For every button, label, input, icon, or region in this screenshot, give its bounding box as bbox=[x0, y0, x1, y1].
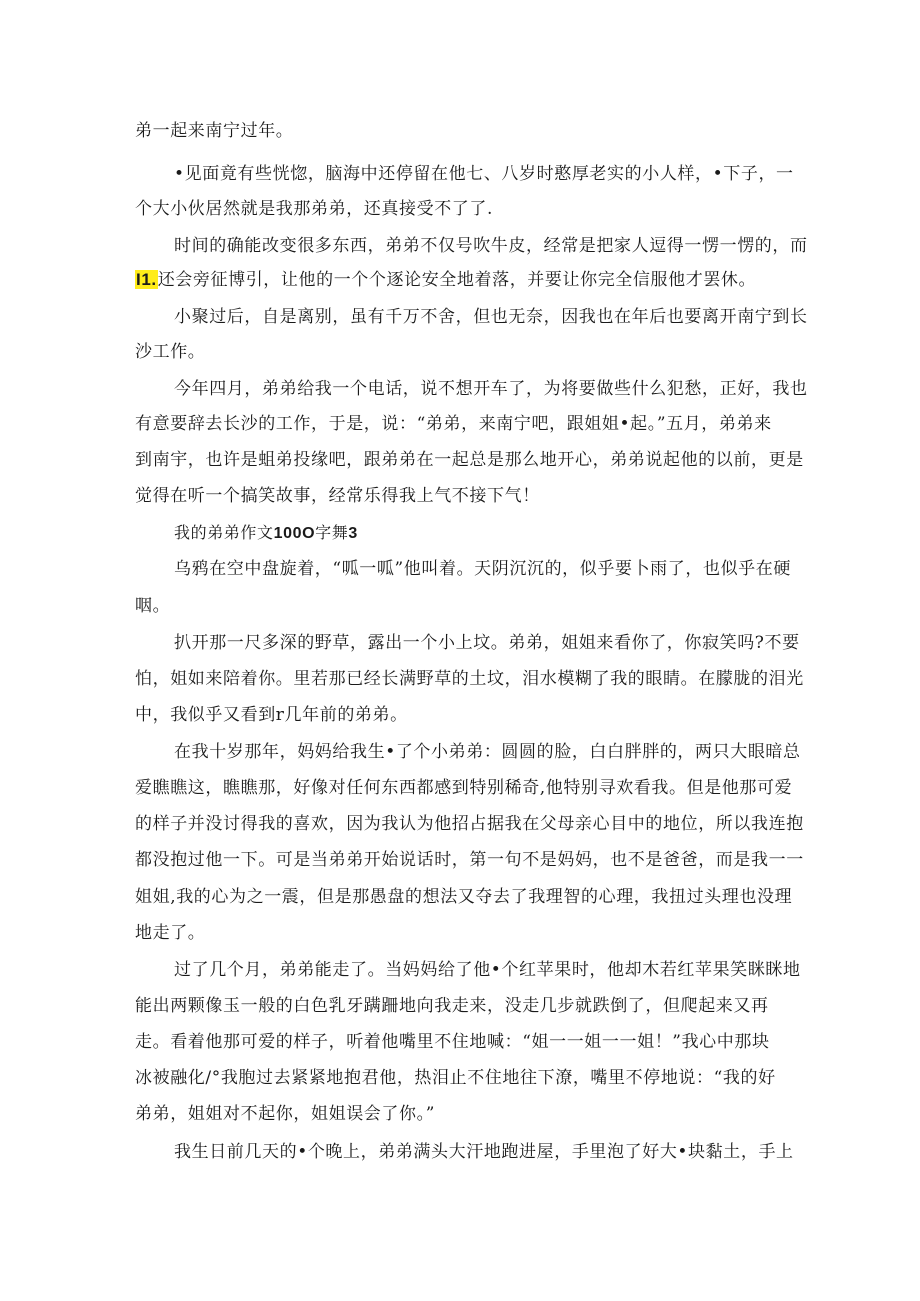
text-line: 都没抱过他一下。可是当弟弟开始说话时，第一句不是妈妈，也不是爸爸，而是我一一 bbox=[135, 850, 804, 870]
text-line: 中，我似乎又看到r几年前的弟弟。 bbox=[135, 705, 408, 725]
text-line: 我生日前几天的•个晚上，弟弟满头大汗地跑进屋，手里泡了好大•块黏土，手上 bbox=[174, 1142, 794, 1162]
text-line: 时间的确能改变很多东西，弟弟不仅号吹牛皮，经常是把家人逗得一愣一愣的，而 bbox=[174, 236, 808, 256]
text-line: 到南宇，也许是蛆弟投缘吧，跟弟弟在一起总是那么地开心，弟弟说起他的以前，更是 bbox=[135, 450, 804, 470]
text-line: 扒开那一尺多深的野草，露出一个小上坟。弟弟，姐姐来看你了，你寂笑吗?不要 bbox=[174, 633, 800, 653]
text-line: 有意要辞去长沙的工作，于是，说：“弟弟，来南宁吧，跟姐姐•起。”五月，弟弟来 bbox=[135, 414, 772, 434]
text-line: 怕，姐如来陪着你。里若那已经长满野草的土坟，泪水模糊了我的眼睛。在朦胧的泪光 bbox=[135, 669, 804, 689]
text-line: •见面竟有些恍惚，脑海中还停留在他七、八岁时憨厚老实的小人样，•下子，一 bbox=[174, 164, 794, 184]
text-line: 的样子并没讨得我的喜欢，因为我认为他招占据我在父母亲心目中的地位，所以我连抱 bbox=[135, 814, 804, 834]
section-heading bbox=[174, 522, 358, 545]
text-line: 地走了。 bbox=[135, 923, 206, 943]
text-line: 走。看着他那可爱的样子，听着他嘴里不住地喊：“姐一一姐一一姐！”我心中那块 bbox=[135, 1032, 770, 1052]
text-line: 弟弟，姐姐对不起你，姐姐误会了你。” bbox=[135, 1104, 435, 1124]
text-line: 咽。 bbox=[135, 596, 171, 616]
text-line: 个大小伙居然就是我那弟弟，还真接受不了了. bbox=[135, 199, 494, 219]
text-line bbox=[135, 269, 756, 291]
heading-number: 100O bbox=[273, 525, 316, 542]
text-line: 沙工作。 bbox=[135, 342, 206, 362]
text-line: 在我十岁那年，妈妈给我生•了个小弟弟：圆圆的脸，白白胖胖的，两只大眼暗总 bbox=[174, 742, 801, 762]
text-line: 能出两颗像玉一般的白色乳牙蹒跚地向我走来，没走几步就跌倒了，但爬起来又再 bbox=[135, 996, 769, 1016]
heading-text: 我的弟弟作文 bbox=[174, 523, 274, 542]
text-line: 过了几个月，弟弟能走了。当妈妈给了他•个红苹果时，他却木若红苹果笑眯眯地 bbox=[174, 960, 801, 980]
text-line: 姐姐,我的心为之一震，但是那愚盘的想法又夺去了我理智的心理，我扭过头理也没理 bbox=[135, 887, 793, 907]
heading-text: 字舞 bbox=[315, 523, 349, 542]
text-line: 觉得在听一个搞笑故事，经常乐得我上气不接下气！ bbox=[135, 486, 540, 506]
highlight-mark: I1. bbox=[136, 270, 157, 289]
text-span: 还会旁征博引，让他的一个个逐论安全地着落，并要让你完全信服他才罢休。 bbox=[157, 270, 757, 290]
text-line: 冰被融化/°我胞过去紧紧地抱君他，热泪止不住地往下潦，嘴里不停地说：“我的好 bbox=[135, 1068, 776, 1088]
text-line: 今年四月，弟弟给我一个电话，说不想开车了，为将要做些什么犯愁，正好，我也 bbox=[174, 379, 808, 399]
text-line: 乌鸦在空中盘旋着，“呱一呱”他叫着。天阴沉沉的，似乎要卜雨了，也似乎在硬 bbox=[174, 559, 791, 579]
heading-number: 3 bbox=[348, 525, 358, 542]
text-line: 小聚过后，自是离别，虽有千万不舍，但也无奈，因我也在年后也要离开南宁到长 bbox=[174, 307, 808, 327]
text-line: 爱瞧瞧这，瞧瞧那，好像对任何东西都感到特别稀奇,他特别寻欢看我。但是他那可爱 bbox=[135, 778, 793, 798]
text-line: 弟一起来南宁过年。 bbox=[135, 121, 294, 141]
